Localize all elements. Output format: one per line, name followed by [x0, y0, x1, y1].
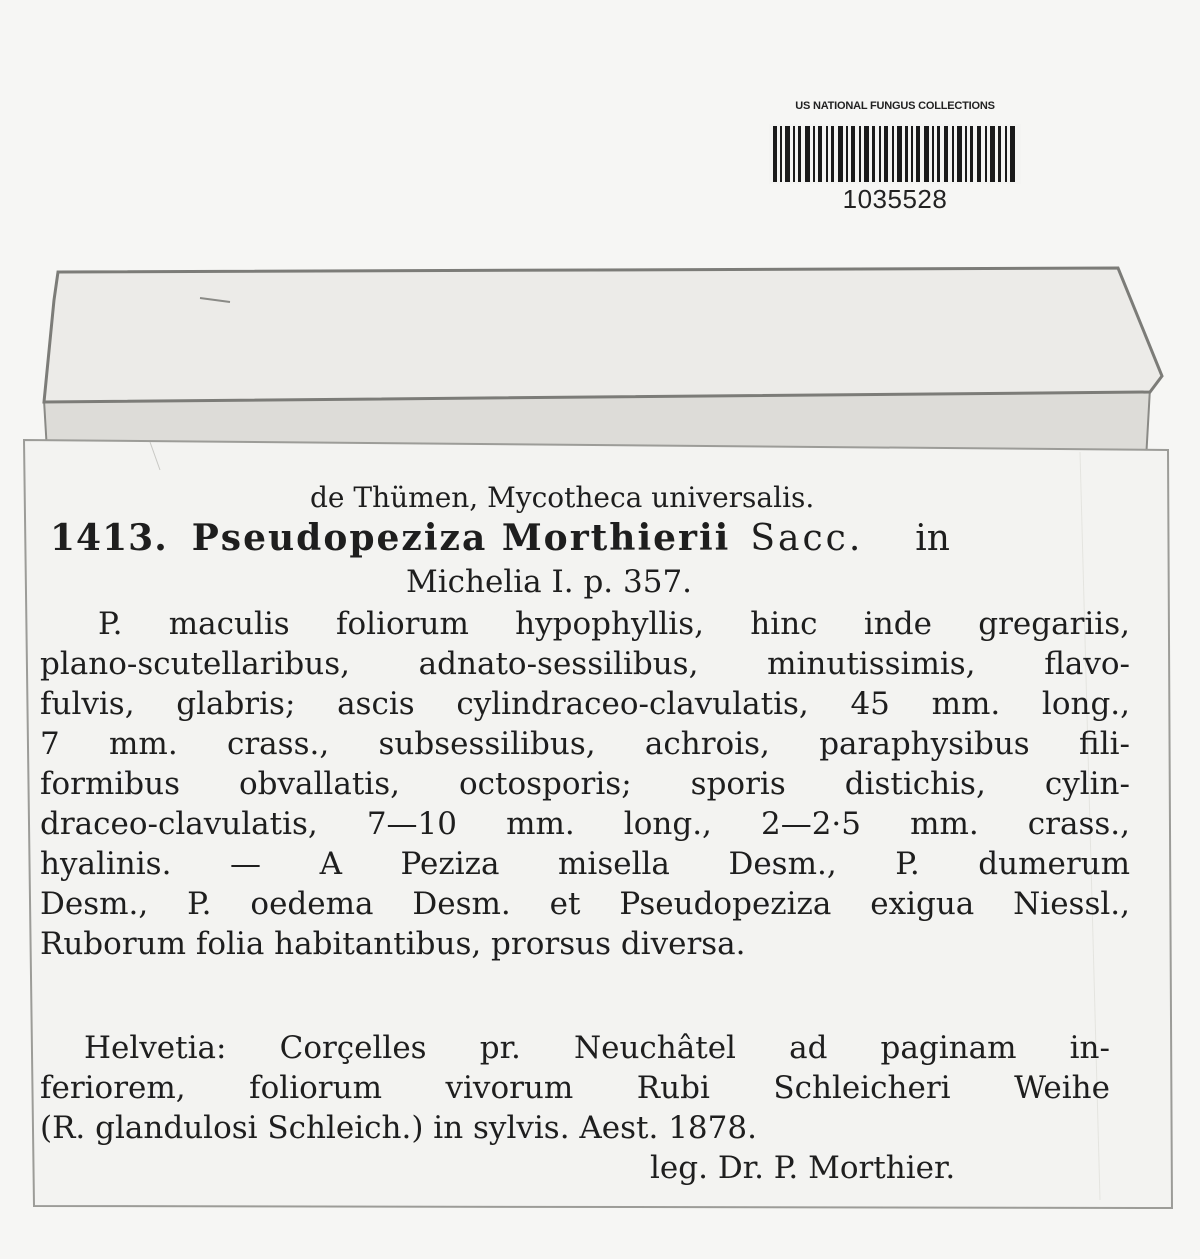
habitat	[40, 1028, 1140, 1148]
habitat-line: Helvetia: Corçelles pr. Neuchâtel ad paginam in-	[84, 1030, 1110, 1066]
habitat-line: feriorem, foliorum vivorum Rubi Schleicheri Weihe	[40, 1070, 1110, 1106]
description-line: formibus obvallatis, octosporis; sporis distichis, cylin-	[40, 766, 1130, 802]
description-line: plano-scutellaribus, adnato-sessilibus, minutissimis, flavo-	[40, 646, 1130, 682]
description-line: P. maculis foliorum hypophyllis, hinc inde gregariis,	[98, 606, 1130, 642]
catalog-number: 1035528	[842, 184, 948, 214]
description-line: Ruborum folia habitantibus, prorsus diversa.	[40, 926, 746, 962]
description-line: draceo-clavulatis, 7—10 mm. long., 2—2·5 mm. crass.,	[40, 806, 1130, 842]
taxon-author: Sacc.	[750, 518, 864, 559]
description-line: 7 mm. crass., subsessilibus, achrois, paraphysibus fili-	[40, 726, 1130, 762]
collection-name: US NATIONAL FUNGUS COLLECTIONS	[795, 100, 995, 112]
specimen-label	[30, 460, 1150, 1200]
barcode-icon	[769, 124, 1021, 184]
exsiccata-number: 1413.	[50, 517, 168, 559]
taxon-name: Pseudopeziza Morthierii	[191, 517, 731, 559]
description-line: hyalinis. — A Peziza misella Desm., P. dumerum	[40, 846, 1130, 882]
description-line: Desm., P. oedema Desm. et Pseudopeziza exigua Niessl.,	[40, 886, 1130, 922]
description	[40, 604, 1140, 964]
exsiccata-source: de Thümen, Mycotheca universalis.	[310, 481, 815, 514]
in-word: in	[915, 518, 950, 559]
publication-reference: Michelia I. p. 357.	[406, 564, 693, 600]
habitat-line: (R. glandulosi Schleich.) in sylvis. Aest. 1878.	[40, 1110, 757, 1146]
barcode-label	[755, 100, 1035, 220]
collector: leg. Dr. P. Morthier.	[650, 1150, 956, 1186]
description-line: fulvis, glabris; ascis cylindraceo-clavulatis, 45 mm. long.,	[40, 686, 1130, 722]
taxon-heading	[50, 518, 950, 559]
